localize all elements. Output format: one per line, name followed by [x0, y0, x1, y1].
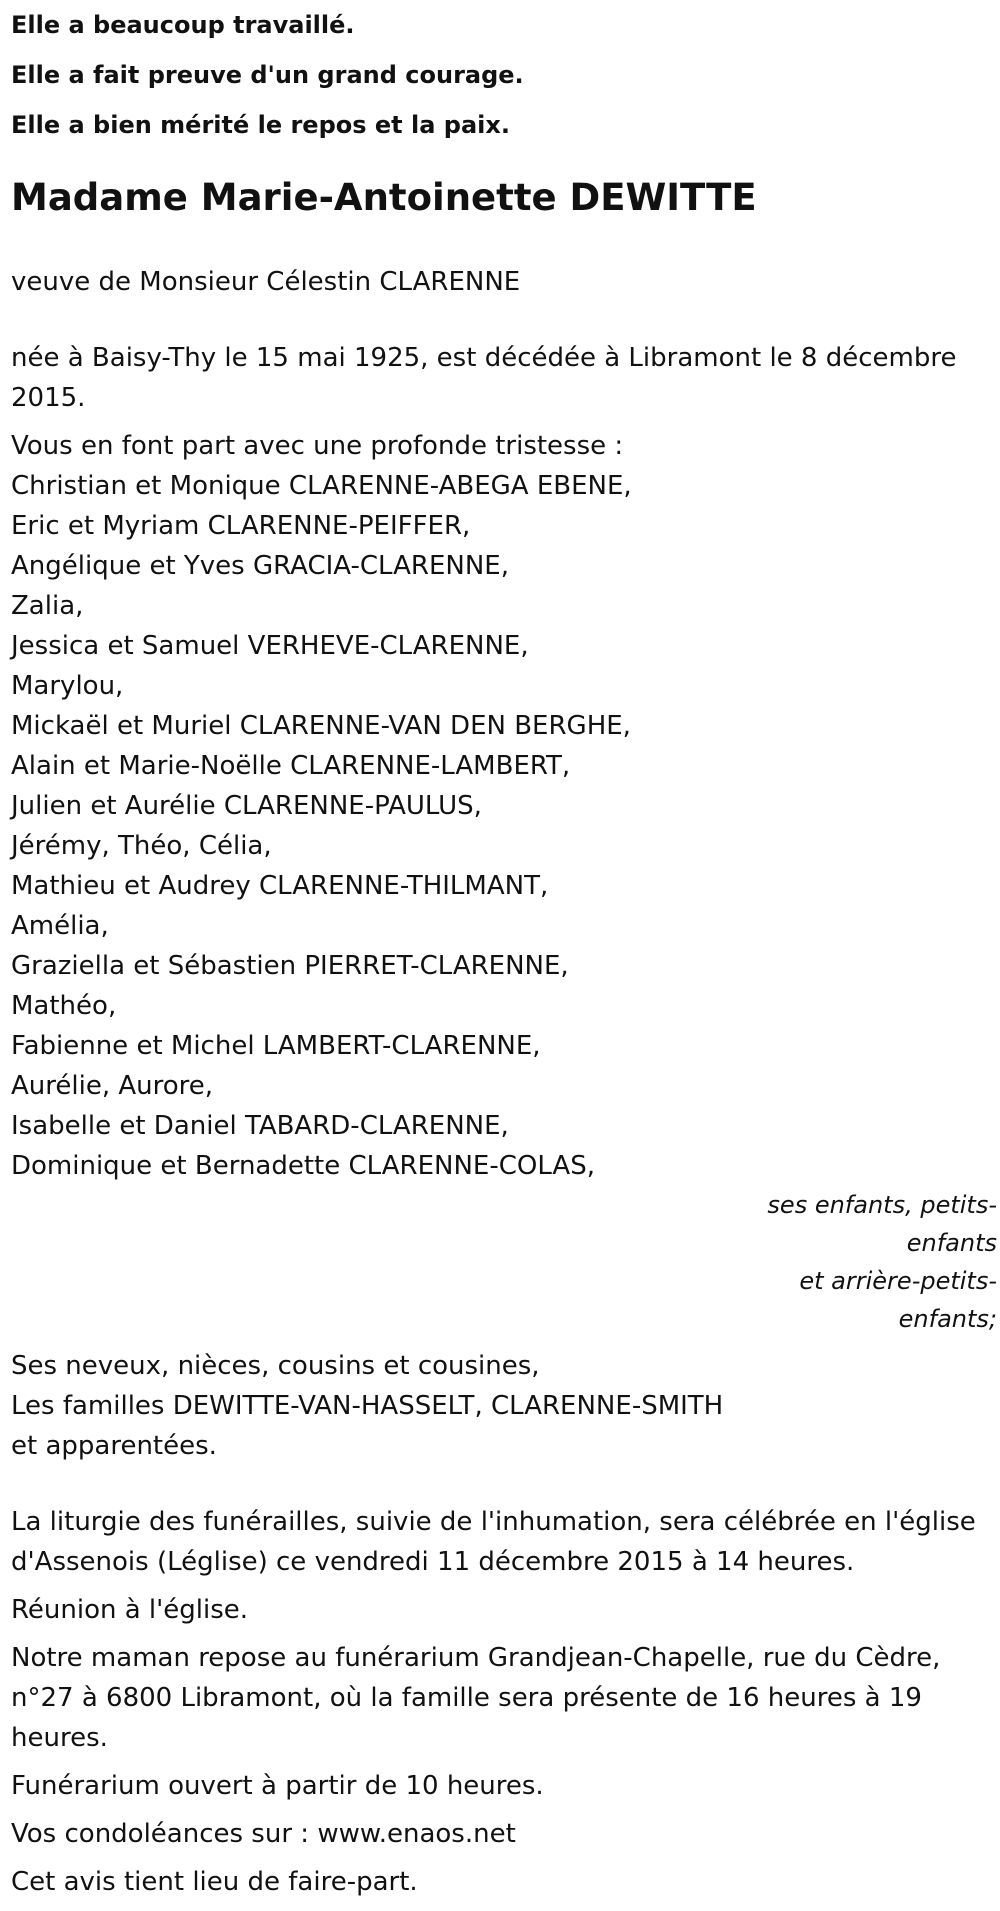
relation-block: [11, 1186, 997, 1338]
relation-children: ses enfants, petits-enfants: [767, 1191, 997, 1257]
announce-intro: Vous en font part avec une profonde tristesse :: [11, 431, 624, 461]
verse-line-2: Elle a fait preuve d'un grand courage.: [11, 61, 524, 89]
list-item: Les familles DEWITTE-VAN-HASSELT, CLARENNE-SMITH: [11, 1391, 724, 1421]
funerarium-paragraph: Notre maman repose au funérarium Grandjean-Chapelle, rue du Cèdre, n°27 à 6800 Libramont, où la famille sera présente de 16 heures à 19 heures.: [11, 1643, 941, 1753]
family-list: [11, 466, 991, 1186]
list-item: Amélia,: [11, 911, 109, 941]
notice-line: Cet avis tient lieu de faire-part.: [11, 1867, 418, 1897]
liturgy-paragraph: La liturgie des funérailles, suivie de l'inhumation, sera célébrée en l'église d'Assenois (Léglise) ce vendredi 11 décembre 2015 à 14 heures.: [11, 1507, 976, 1577]
list-item: Jérémy, Théo, Célia,: [11, 831, 272, 861]
verse-line-1: Elle a beaucoup travaillé.: [11, 11, 355, 39]
list-item: Fabienne et Michel LAMBERT-CLARENNE,: [11, 1031, 541, 1061]
list-item: Alain et Marie-Noëlle CLARENNE-LAMBERT,: [11, 751, 571, 781]
list-item: Mickaël et Muriel CLARENNE-VAN DEN BERGHE,: [11, 711, 631, 741]
list-item: Mathieu et Audrey CLARENNE-THILMANT,: [11, 871, 549, 901]
list-item: Zalia,: [11, 591, 84, 621]
relation-great-grandchildren: et arrière-petits-enfants;: [799, 1267, 997, 1333]
reunion-line: Réunion à l'église.: [11, 1595, 249, 1625]
list-item: Christian et Monique CLARENNE-ABEGA EBENE,: [11, 471, 632, 501]
list-item: Eric et Myriam CLARENNE-PEIFFER,: [11, 511, 471, 541]
spouse-line: veuve de Monsieur Célestin CLARENNE: [11, 267, 521, 297]
deceased-name: Madame Marie-Antoinette DEWITTE: [11, 176, 757, 219]
list-item: Isabelle et Daniel TABARD-CLARENNE,: [11, 1111, 509, 1141]
list-item: Mathéo,: [11, 991, 117, 1021]
list-item: Angélique et Yves GRACIA-CLARENNE,: [11, 551, 509, 581]
list-item: Dominique et Bernadette CLARENNE-COLAS,: [11, 1151, 595, 1181]
list-item: Jessica et Samuel VERHEVE-CLARENNE,: [11, 631, 529, 661]
list-item: Marylou,: [11, 671, 124, 701]
birth-death-line: née à Baisy-Thy le 15 mai 1925, est décédée à Libramont le 8 décembre 2015.: [11, 343, 957, 413]
list-item: Graziella et Sébastien PIERRET-CLARENNE,: [11, 951, 569, 981]
list-item: Julien et Aurélie CLARENNE-PAULUS,: [11, 791, 482, 821]
list-item: Ses neveux, nièces, cousins et cousines,: [11, 1351, 540, 1381]
condolences-line: Vos condoléances sur : www.enaos.net: [11, 1819, 516, 1849]
verse-line-3: Elle a bien mérité le repos et la paix.: [11, 111, 510, 139]
list-item: et apparentées.: [11, 1431, 217, 1461]
opening-hours: Funérarium ouvert à partir de 10 heures.: [11, 1771, 544, 1801]
obituary-notice: [11, 0, 997, 1902]
extended-family: [11, 1346, 991, 1466]
list-item: Aurélie, Aurore,: [11, 1071, 214, 1101]
